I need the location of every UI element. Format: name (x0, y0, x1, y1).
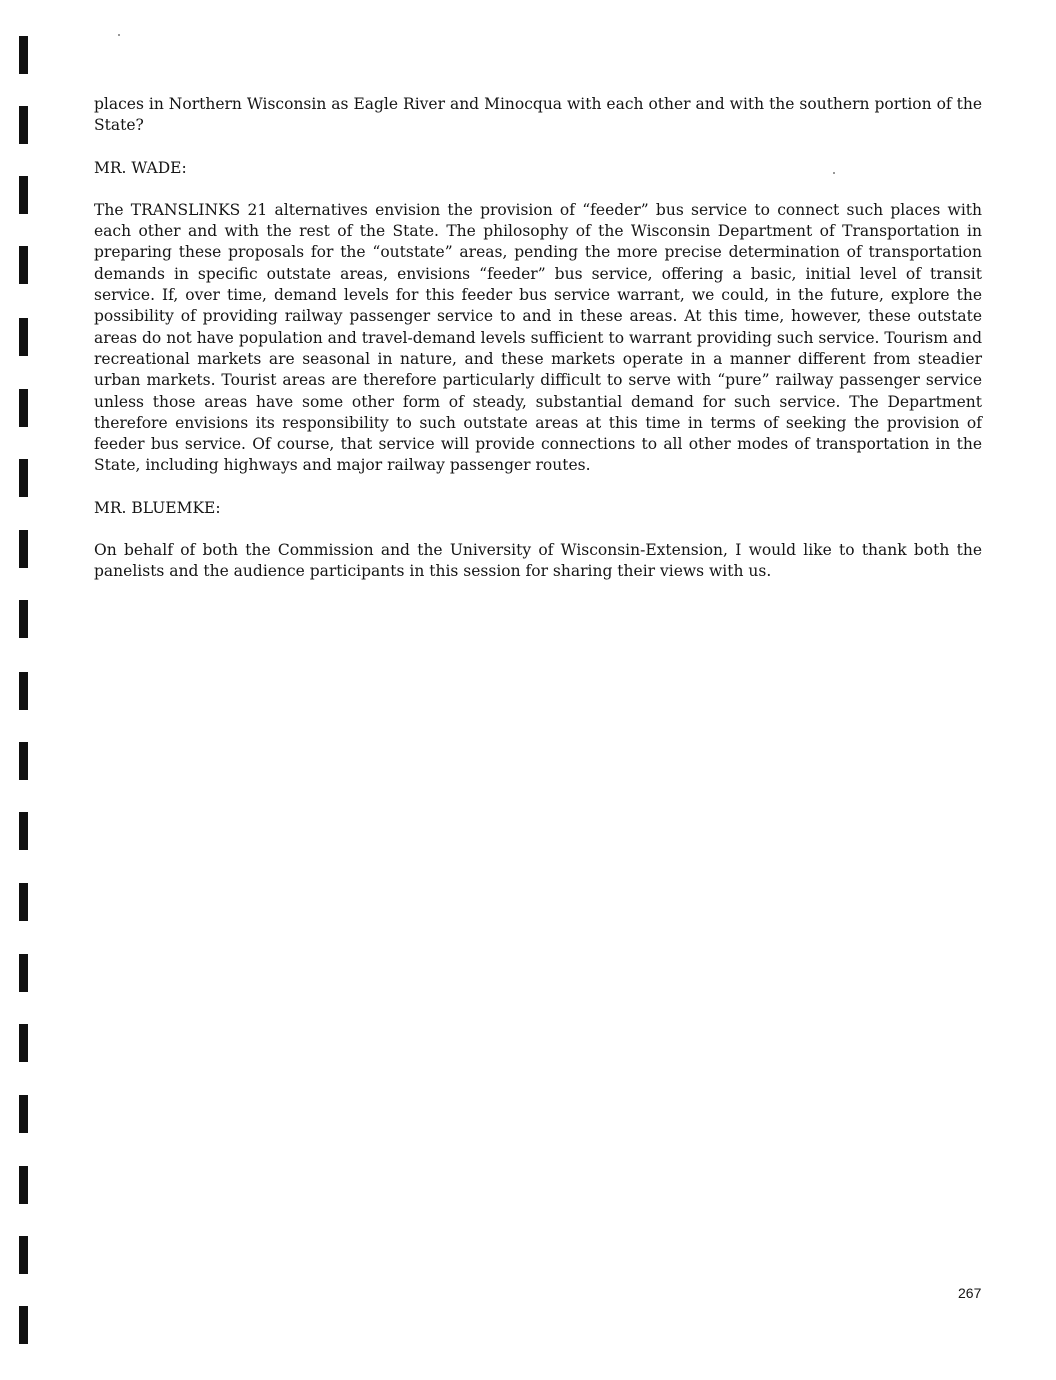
scan-speck (118, 34, 120, 36)
binding-mark (19, 1095, 28, 1133)
paragraph-closing-remarks: On behalf of both the Commission and the University of Wisconsin-Extension, I would like to thank both the panelists and the audience participants in this session for sharing their views with us. (94, 541, 982, 581)
paragraph-wade-response: The TRANSLINKS 21 alternatives envision the provision of “feeder” bus service to connect such places with each other and with the rest of the State. The philosophy of the Wisconsin Department of Transportation in preparing these proposals for the “outstate” areas, pending the more precise determination of transportation demands in specific outstate areas, envisions “feeder” bus service, offering a basic, initial level of transit service. If, over time, demand levels for this feeder bus service warrant, we could, in the future, explore the possibility of providing railway passenger service to and in these areas. At this time, however, these outstate areas do not have population and travel-demand levels sufficient to warrant providing such service. Tourism and recreational markets are seasonal in nature, and these markets operate in a manner different from steadier urban markets. Tourist areas are therefore particularly difficult to serve with “pure” railway passenger service unless those areas have some other form of steady, substantial demand for such service. The Department therefore envisions its responsibility to such outstate areas at this time in terms of seeking the provision of feeder bus service. Of course, that service will provide connections to all other modes of transportation in the State, including highways and major railway passenger routes. (94, 200, 982, 475)
binding-mark (19, 1236, 28, 1274)
binding-mark (19, 389, 28, 427)
binding-mark (19, 246, 28, 284)
binding-marks (19, 0, 29, 1380)
binding-mark (19, 1306, 28, 1344)
binding-mark (19, 672, 28, 710)
binding-mark (19, 176, 28, 214)
document-body (94, 94, 982, 583)
binding-mark (19, 36, 28, 74)
binding-mark (19, 742, 28, 780)
binding-mark (19, 883, 28, 921)
page-number: 267 (958, 1285, 982, 1301)
paragraph-question-end: places in Northern Wisconsin as Eagle River and Minocqua with each other and with the southern portion of the State? (94, 95, 982, 135)
binding-mark (19, 1166, 28, 1204)
binding-mark (19, 1024, 28, 1062)
binding-mark (19, 954, 28, 992)
binding-mark (19, 812, 28, 850)
binding-mark (19, 530, 28, 568)
binding-mark (19, 318, 28, 356)
binding-mark (19, 106, 28, 144)
speaker-label-wade: MR. WADE: (94, 158, 187, 177)
binding-mark (19, 459, 28, 497)
binding-mark (19, 600, 28, 638)
speaker-label-bluemke: MR. BLUEMKE: (94, 498, 221, 517)
